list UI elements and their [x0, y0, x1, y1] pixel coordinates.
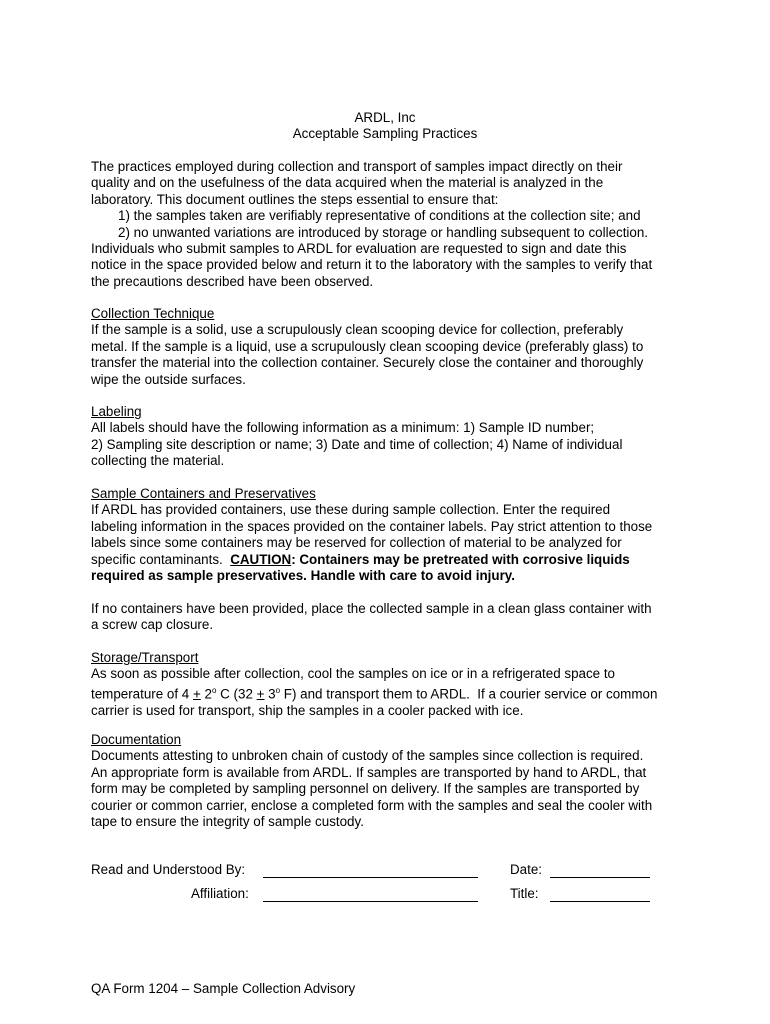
- degree-mark: o: [275, 685, 281, 695]
- intro-closing-line: the precautions described have been observed.: [91, 273, 374, 289]
- documentation-line: An appropriate form is available from ARDL. If samples are transported by hand to ARDL, that: [91, 764, 647, 780]
- caution-text: : Containers may be pretreated with corrosive liquids: [291, 551, 630, 567]
- intro-list-item-2: 2) no unwanted variations are introduced by storage or handling subsequent to collection.: [118, 224, 649, 240]
- company-name: ARDL, Inc: [354, 110, 416, 125]
- title-signature-line[interactable]: [550, 901, 650, 902]
- caution-text-continued: required as sample preservatives. Handle with care to avoid injury.: [91, 568, 515, 584]
- collection-section: [91, 306, 691, 388]
- degree-mark: o: [211, 685, 217, 695]
- containers-caution-line: [91, 552, 691, 568]
- intro-line: quality and on the usefulness of the data acquired when the material is analyzed in the: [91, 175, 604, 191]
- plus-minus-sign: +: [256, 686, 265, 702]
- intro-section: [91, 159, 691, 290]
- date-label: Date:: [510, 862, 543, 877]
- caution-label: CAUTION: [230, 551, 292, 567]
- storage-text: 3: [264, 686, 276, 702]
- storage-text: temperature of 4: [91, 686, 193, 702]
- documentation-section: [91, 732, 691, 830]
- collection-heading: Collection Technique: [91, 306, 215, 321]
- labeling-line: collecting the material.: [91, 453, 225, 469]
- labeling-heading: Labeling: [91, 404, 142, 419]
- storage-text: 2: [200, 686, 212, 702]
- documentation-line: form may be completed by sampling personnel on delivery. If the samples are transported by: [91, 781, 640, 797]
- intro-closing-line: Individuals who submit samples to ARDL for evaluation are requested to sign and date this: [91, 241, 627, 257]
- intro-list-item-1: 1) the samples taken are verifiably representative of conditions at the collection site; and: [118, 208, 641, 224]
- storage-line: carrier is used for transport, ship the samples in a cooler packed with ice.: [91, 702, 524, 718]
- no-containers-paragraph: [91, 601, 691, 634]
- containers-line: labels since some containers may be reserved for collection of material to be analyzed for: [91, 535, 622, 551]
- containers-line: labeling information in the spaces provided on the container labels. Pay strict attention to those: [91, 518, 653, 534]
- labeling-line: All labels should have the following information as a minimum: 1) Sample ID number;: [91, 420, 595, 436]
- date-signature-line[interactable]: [550, 877, 650, 878]
- documentation-line: Documents attesting to unbroken chain of custody of the samples since collection is required.: [91, 748, 644, 764]
- documentation-line: tape to ensure the integrity of sample custody.: [91, 814, 364, 830]
- no-containers-line: If no containers have been provided, place the collected sample in a clean glass container with: [91, 601, 652, 616]
- storage-section: [91, 650, 691, 719]
- read-understood-signature-line[interactable]: [263, 877, 478, 878]
- collection-line: If the sample is a solid, use a scrupulously clean scooping device for collection, preferably: [91, 322, 624, 338]
- title-label: Title:: [510, 886, 539, 901]
- containers-line: If ARDL has provided containers, use these during sample collection. Enter the required: [91, 502, 611, 518]
- collection-line: wipe the outside surfaces.: [91, 371, 246, 387]
- plus-minus-sign: +: [192, 686, 201, 702]
- storage-text: F) and transport them to ARDL. If a courier service or common: [280, 686, 658, 702]
- containers-section: [91, 486, 691, 584]
- documentation-line: courier or common carrier, enclose a completed form with the samples and seal the cooler with: [91, 797, 653, 813]
- storage-heading: Storage/Transport: [91, 650, 199, 665]
- no-containers-line: a screw cap closure.: [91, 617, 214, 633]
- intro-line: laboratory. This document outlines the steps essential to ensure that:: [91, 191, 499, 207]
- containers-heading: Sample Containers and Preservatives: [91, 486, 316, 501]
- intro-closing-line: notice in the space provided below and return it to the laboratory with the samples to verify that: [91, 257, 653, 273]
- collection-line: transfer the material into the collection container. Securely close the container and thoroughly: [91, 355, 644, 371]
- read-understood-label: Read and Understood By:: [91, 862, 246, 877]
- document-title: Acceptable Sampling Practices: [292, 126, 478, 141]
- labeling-section: [91, 404, 691, 470]
- affiliation-signature-line[interactable]: [263, 901, 478, 902]
- storage-temperature-line: [91, 683, 691, 703]
- collection-line: metal. If the sample is a liquid, use a scrupulously clean scooping device (preferably glass) to: [91, 338, 644, 354]
- labeling-line: 2) Sampling site description or name; 3) Date and time of collection; 4) Name of individual: [91, 436, 623, 452]
- affiliation-label: Affiliation:: [191, 886, 249, 901]
- storage-line: As soon as possible after collection, cool the samples on ice or in a refrigerated space to: [91, 666, 616, 682]
- documentation-heading: Documentation: [91, 732, 182, 747]
- intro-line: The practices employed during collection and transport of samples impact directly on their: [91, 159, 623, 174]
- storage-text: C (32: [216, 686, 257, 702]
- form-footer: QA Form 1204 – Sample Collection Advisory: [91, 981, 356, 996]
- containers-line-prefix: specific contaminants.: [91, 551, 231, 567]
